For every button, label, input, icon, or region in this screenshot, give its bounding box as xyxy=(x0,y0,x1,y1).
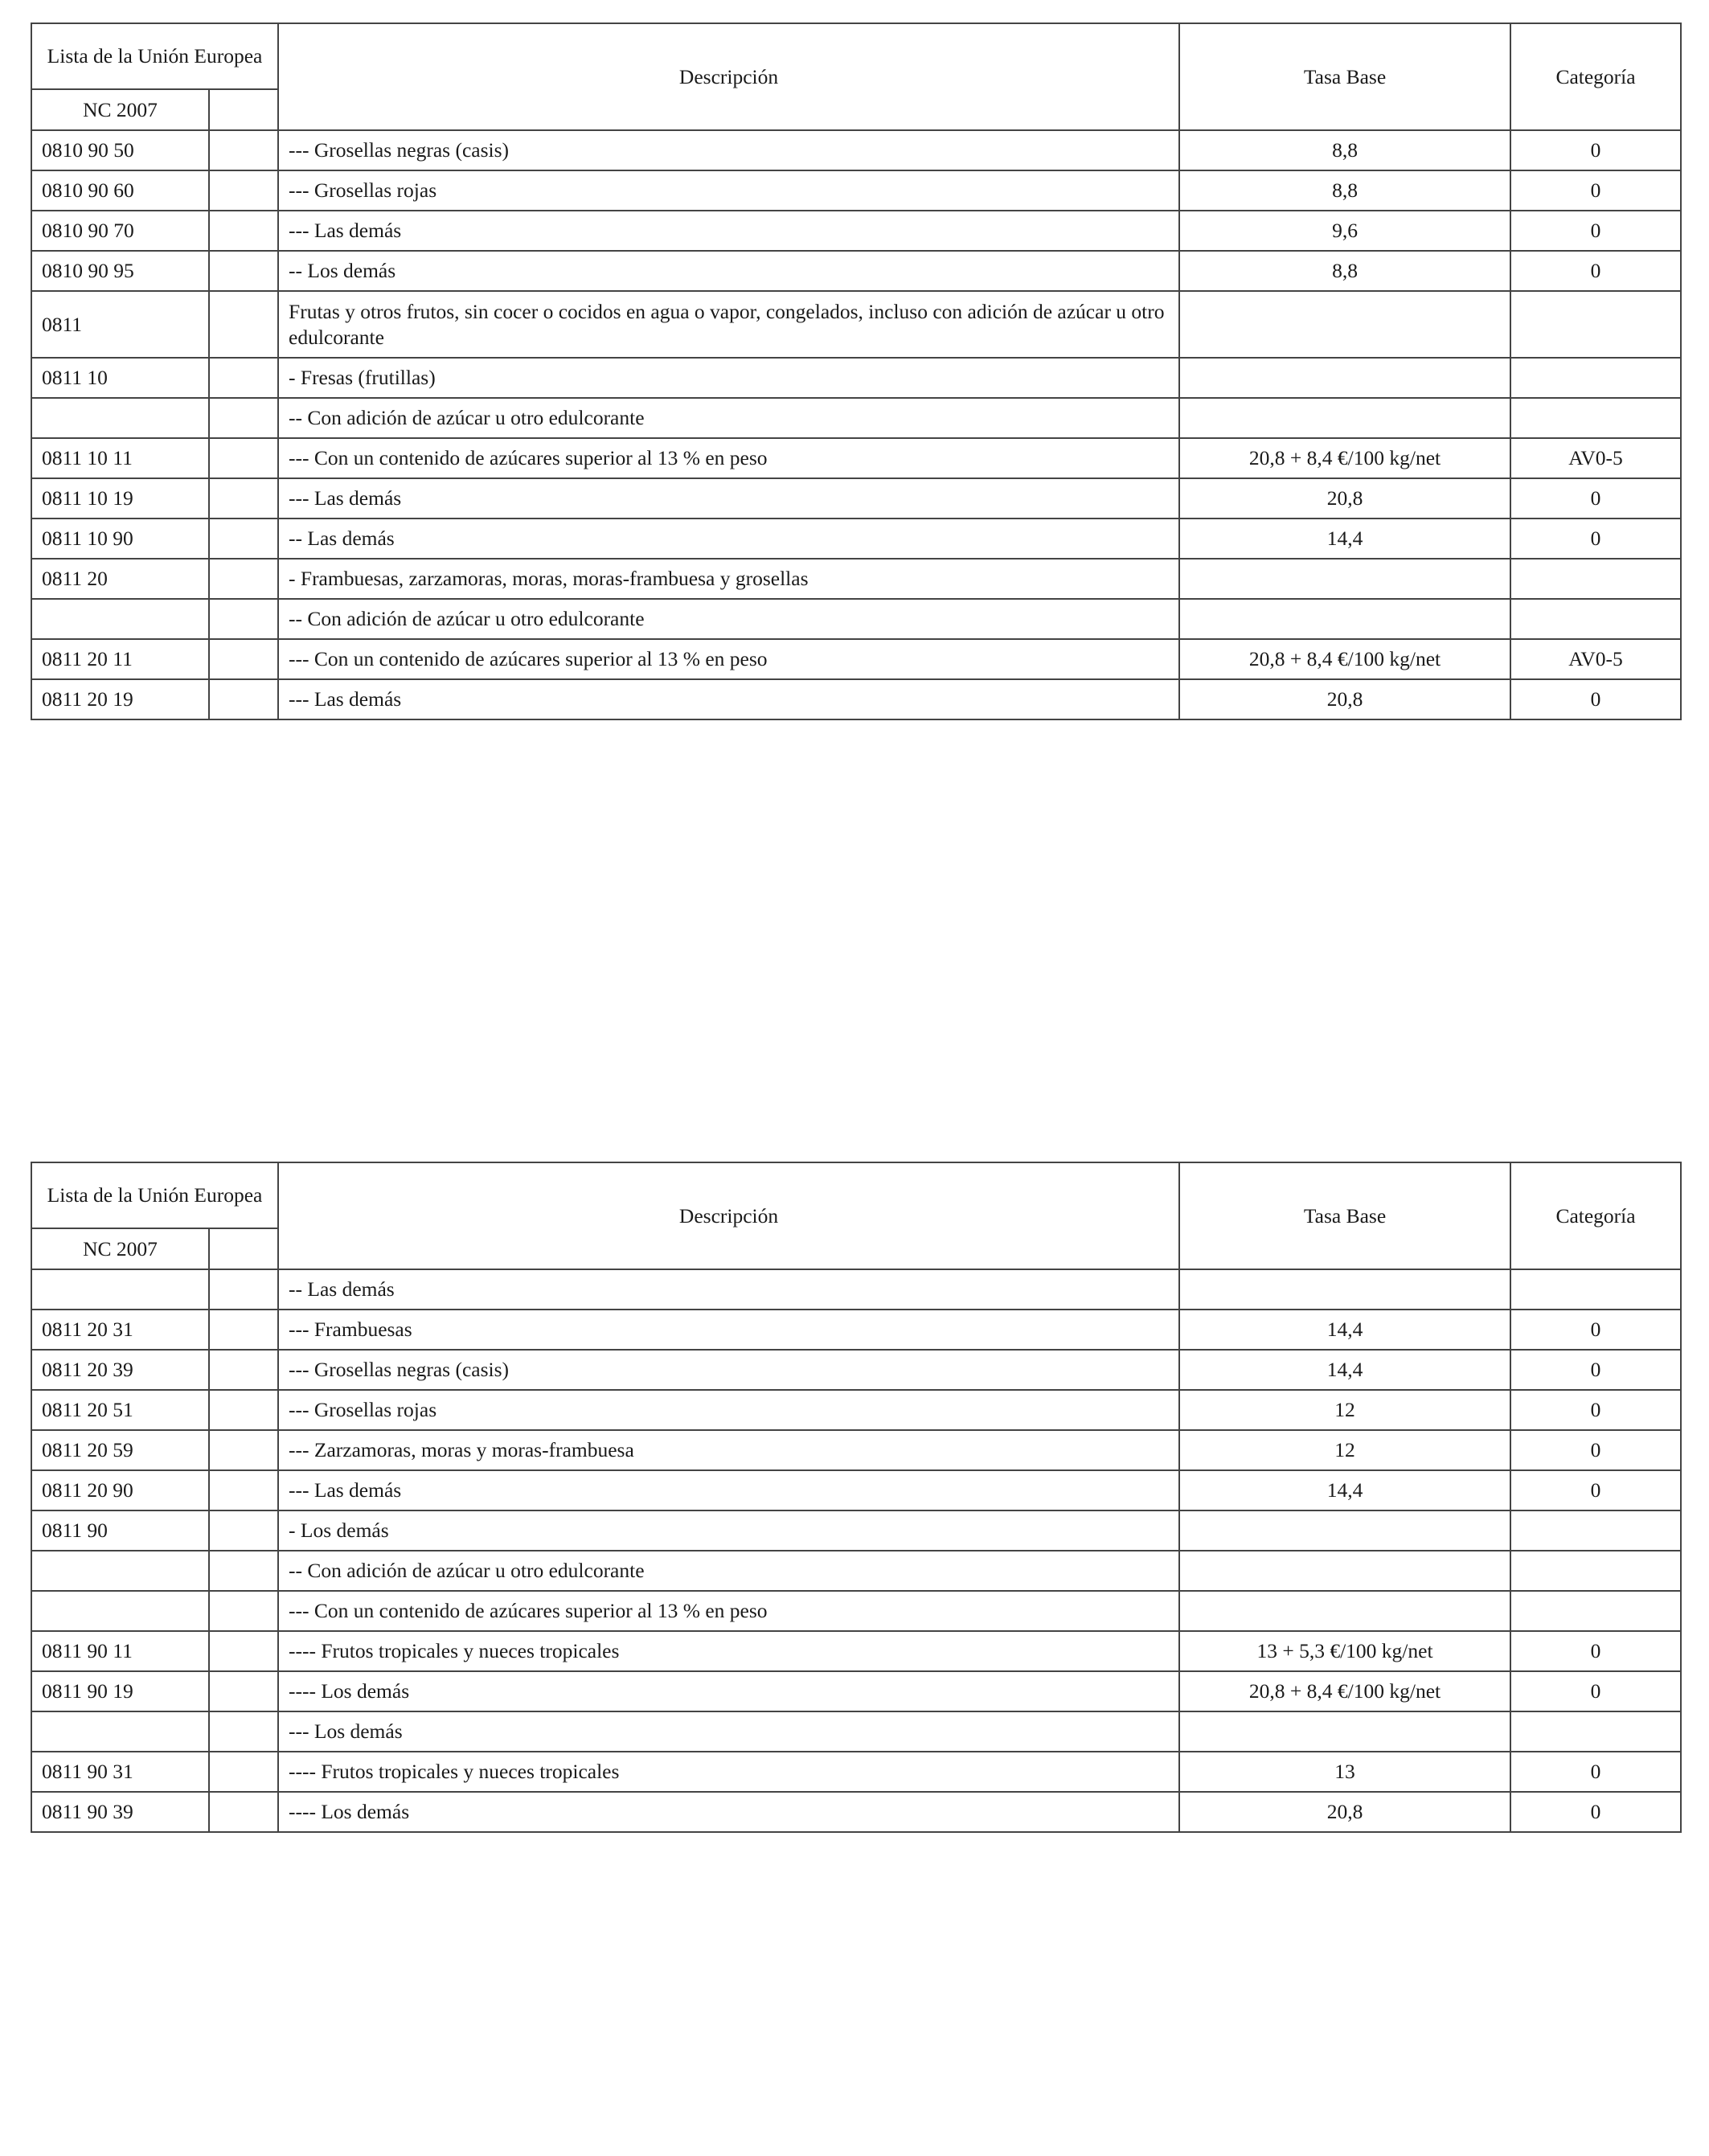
nc-code-cell: 0811 20 31 xyxy=(31,1310,209,1350)
empty-cell xyxy=(209,559,278,599)
category-cell: 0 xyxy=(1510,1470,1681,1510)
description-cell: - Frambuesas, zarzamoras, moras, moras-frambuesa y grosellas xyxy=(278,559,1179,599)
base-rate-cell xyxy=(1179,1551,1510,1591)
nc-code-cell: 0811 10 xyxy=(31,358,209,398)
base-rate-cell: 12 xyxy=(1179,1430,1510,1470)
base-rate-cell xyxy=(1179,1711,1510,1752)
description-cell: ---- Frutos tropicales y nueces tropicales xyxy=(278,1631,1179,1671)
tariff-table-1 xyxy=(31,23,1682,720)
nc-code-cell: 0810 90 70 xyxy=(31,211,209,251)
category-cell: 0 xyxy=(1510,251,1681,291)
base-rate-cell: 9,6 xyxy=(1179,211,1510,251)
table-row xyxy=(31,679,1681,719)
nc-code-cell: 0811 20 39 xyxy=(31,1350,209,1390)
category-cell: 0 xyxy=(1510,1671,1681,1711)
table-row xyxy=(31,1269,1681,1310)
category-cell xyxy=(1510,1510,1681,1551)
description-cell: --- Las demás xyxy=(278,1470,1179,1510)
empty-cell xyxy=(209,398,278,438)
category-cell xyxy=(1510,1269,1681,1310)
nc-code-cell: 0811 10 19 xyxy=(31,478,209,519)
empty-cell xyxy=(209,358,278,398)
header-description: Descripción xyxy=(278,23,1179,130)
description-cell: -- Las demás xyxy=(278,1269,1179,1310)
category-cell: 0 xyxy=(1510,1430,1681,1470)
empty-cell xyxy=(209,1470,278,1510)
base-rate-cell: 8,8 xyxy=(1179,130,1510,170)
nc-code-cell: 0811 20 19 xyxy=(31,679,209,719)
description-cell: --- Frambuesas xyxy=(278,1310,1179,1350)
table-row xyxy=(31,599,1681,639)
base-rate-cell: 20,8 + 8,4 €/100 kg/net xyxy=(1179,438,1510,478)
header-base-rate: Tasa Base xyxy=(1179,1162,1510,1269)
base-rate-cell: 20,8 + 8,4 €/100 kg/net xyxy=(1179,639,1510,679)
base-rate-cell: 12 xyxy=(1179,1390,1510,1430)
empty-cell xyxy=(209,1430,278,1470)
empty-cell xyxy=(209,679,278,719)
empty-cell xyxy=(209,211,278,251)
table-row xyxy=(31,1470,1681,1510)
description-cell: --- Los demás xyxy=(278,1711,1179,1752)
table-row xyxy=(31,1310,1681,1350)
empty-cell xyxy=(209,1671,278,1711)
base-rate-cell: 14,4 xyxy=(1179,1470,1510,1510)
nc-code-cell: 0811 20 51 xyxy=(31,1390,209,1430)
table-row xyxy=(31,398,1681,438)
nc-code-cell: 0811 90 xyxy=(31,1510,209,1551)
table-row xyxy=(31,1350,1681,1390)
nc-code-cell xyxy=(31,1711,209,1752)
nc-code-cell: 0811 20 90 xyxy=(31,1470,209,1510)
nc-code-cell: 0811 20 59 xyxy=(31,1430,209,1470)
header-row xyxy=(31,1162,1681,1228)
base-rate-cell xyxy=(1179,398,1510,438)
empty-cell xyxy=(209,519,278,559)
table-row xyxy=(31,1631,1681,1671)
base-rate-cell: 8,8 xyxy=(1179,251,1510,291)
empty-cell xyxy=(209,478,278,519)
header-category: Categoría xyxy=(1510,23,1681,130)
nc-code-cell: 0810 90 50 xyxy=(31,130,209,170)
category-cell: 0 xyxy=(1510,130,1681,170)
table-row xyxy=(31,1510,1681,1551)
base-rate-cell: 20,8 xyxy=(1179,679,1510,719)
empty-cell xyxy=(209,599,278,639)
header-category: Categoría xyxy=(1510,1162,1681,1269)
table-row xyxy=(31,1390,1681,1430)
header-list-label: Lista de la Unión Europea xyxy=(31,23,278,89)
tariff-table-body xyxy=(31,1162,1681,1832)
nc-code-cell: 0811 20 xyxy=(31,559,209,599)
empty-cell xyxy=(209,170,278,211)
empty-cell xyxy=(209,1792,278,1832)
nc-code-cell: 0811 xyxy=(31,291,209,358)
nc-code-cell xyxy=(31,1591,209,1631)
empty-cell xyxy=(209,1551,278,1591)
category-cell: 0 xyxy=(1510,211,1681,251)
base-rate-cell xyxy=(1179,599,1510,639)
description-cell: -- Con adición de azúcar u otro edulcorante xyxy=(278,398,1179,438)
empty-cell xyxy=(209,291,278,358)
table-row xyxy=(31,251,1681,291)
table-row xyxy=(31,1591,1681,1631)
description-cell: ---- Los demás xyxy=(278,1792,1179,1832)
header-row xyxy=(31,23,1681,89)
description-cell: --- Con un contenido de azúcares superior al 13 % en peso xyxy=(278,639,1179,679)
empty-cell xyxy=(209,1591,278,1631)
base-rate-cell xyxy=(1179,1269,1510,1310)
empty-cell xyxy=(209,1631,278,1671)
table-row xyxy=(31,130,1681,170)
table-row xyxy=(31,559,1681,599)
base-rate-cell xyxy=(1179,291,1510,358)
header-list-label: Lista de la Unión Europea xyxy=(31,1162,278,1228)
empty-cell xyxy=(209,438,278,478)
empty-cell xyxy=(209,1390,278,1430)
description-cell: --- Las demás xyxy=(278,478,1179,519)
description-cell: --- Grosellas negras (casis) xyxy=(278,130,1179,170)
category-cell xyxy=(1510,358,1681,398)
table-row xyxy=(31,170,1681,211)
description-cell: - Fresas (frutillas) xyxy=(278,358,1179,398)
nc-code-cell xyxy=(31,1551,209,1591)
description-cell: -- Las demás xyxy=(278,519,1179,559)
base-rate-cell: 14,4 xyxy=(1179,1310,1510,1350)
table-row xyxy=(31,1551,1681,1591)
description-cell: --- Con un contenido de azúcares superior al 13 % en peso xyxy=(278,438,1179,478)
base-rate-cell: 14,4 xyxy=(1179,519,1510,559)
description-cell: --- Zarzamoras, moras y moras-frambuesa xyxy=(278,1430,1179,1470)
empty-cell xyxy=(209,1310,278,1350)
table-row xyxy=(31,519,1681,559)
description-cell: --- Las demás xyxy=(278,679,1179,719)
nc-code-cell xyxy=(31,398,209,438)
nc-code-cell: 0811 90 11 xyxy=(31,1631,209,1671)
description-cell: -- Los demás xyxy=(278,251,1179,291)
base-rate-cell xyxy=(1179,1510,1510,1551)
nc-code-cell: 0811 90 39 xyxy=(31,1792,209,1832)
table-row xyxy=(31,358,1681,398)
header-description: Descripción xyxy=(278,1162,1179,1269)
empty-cell xyxy=(209,1510,278,1551)
description-cell: -- Con adición de azúcar u otro edulcorante xyxy=(278,599,1179,639)
description-cell: --- Grosellas rojas xyxy=(278,1390,1179,1430)
nc-code-cell: 0811 10 11 xyxy=(31,438,209,478)
category-cell xyxy=(1510,1591,1681,1631)
empty-cell xyxy=(209,130,278,170)
empty-cell xyxy=(209,639,278,679)
base-rate-cell: 13 + 5,3 €/100 kg/net xyxy=(1179,1631,1510,1671)
category-cell: 0 xyxy=(1510,170,1681,211)
table-row xyxy=(31,1792,1681,1832)
table-row xyxy=(31,1671,1681,1711)
category-cell: 0 xyxy=(1510,1390,1681,1430)
category-cell xyxy=(1510,291,1681,358)
base-rate-cell xyxy=(1179,358,1510,398)
category-cell: 0 xyxy=(1510,1631,1681,1671)
nc-code-cell: 0810 90 95 xyxy=(31,251,209,291)
base-rate-cell: 14,4 xyxy=(1179,1350,1510,1390)
header-empty-cell xyxy=(209,1228,278,1269)
description-cell: --- Grosellas rojas xyxy=(278,170,1179,211)
description-cell: Frutas y otros frutos, sin cocer o cocidos en agua o vapor, congelados, incluso con adición de azúcar u otro edulcorante xyxy=(278,291,1179,358)
category-cell: 0 xyxy=(1510,1350,1681,1390)
description-cell: --- Con un contenido de azúcares superior al 13 % en peso xyxy=(278,1591,1179,1631)
base-rate-cell xyxy=(1179,1591,1510,1631)
header-nc-label: NC 2007 xyxy=(31,1228,209,1269)
table-row xyxy=(31,478,1681,519)
category-cell: 0 xyxy=(1510,519,1681,559)
category-cell: 0 xyxy=(1510,478,1681,519)
category-cell: 0 xyxy=(1510,1310,1681,1350)
category-cell xyxy=(1510,1711,1681,1752)
empty-cell xyxy=(209,1269,278,1310)
category-cell xyxy=(1510,599,1681,639)
nc-code-cell xyxy=(31,1269,209,1310)
description-cell: -- Con adición de azúcar u otro edulcorante xyxy=(278,1551,1179,1591)
table-row xyxy=(31,639,1681,679)
table-row xyxy=(31,291,1681,358)
description-cell: ---- Frutos tropicales y nueces tropicales xyxy=(278,1752,1179,1792)
category-cell xyxy=(1510,559,1681,599)
table-row xyxy=(31,438,1681,478)
description-cell: --- Las demás xyxy=(278,211,1179,251)
category-cell xyxy=(1510,1551,1681,1591)
base-rate-cell: 13 xyxy=(1179,1752,1510,1792)
category-cell: 0 xyxy=(1510,679,1681,719)
base-rate-cell: 8,8 xyxy=(1179,170,1510,211)
base-rate-cell: 20,8 xyxy=(1179,478,1510,519)
table-row xyxy=(31,1430,1681,1470)
nc-code-cell: 0811 90 31 xyxy=(31,1752,209,1792)
description-cell: - Los demás xyxy=(278,1510,1179,1551)
table-row xyxy=(31,211,1681,251)
description-cell: --- Grosellas negras (casis) xyxy=(278,1350,1179,1390)
category-cell: 0 xyxy=(1510,1752,1681,1792)
empty-cell xyxy=(209,1752,278,1792)
base-rate-cell xyxy=(1179,559,1510,599)
description-cell: ---- Los demás xyxy=(278,1671,1179,1711)
nc-code-cell xyxy=(31,599,209,639)
empty-cell xyxy=(209,1711,278,1752)
nc-code-cell: 0811 20 11 xyxy=(31,639,209,679)
tariff-table-body xyxy=(31,23,1681,719)
empty-cell xyxy=(209,251,278,291)
table-row xyxy=(31,1752,1681,1792)
base-rate-cell: 20,8 + 8,4 €/100 kg/net xyxy=(1179,1671,1510,1711)
header-base-rate: Tasa Base xyxy=(1179,23,1510,130)
category-cell: AV0-5 xyxy=(1510,438,1681,478)
nc-code-cell: 0811 90 19 xyxy=(31,1671,209,1711)
nc-code-cell: 0810 90 60 xyxy=(31,170,209,211)
header-nc-label: NC 2007 xyxy=(31,89,209,130)
nc-code-cell: 0811 10 90 xyxy=(31,519,209,559)
tariff-table-2 xyxy=(31,1162,1682,1833)
category-cell: 0 xyxy=(1510,1792,1681,1832)
header-empty-cell xyxy=(209,89,278,130)
table-row xyxy=(31,1711,1681,1752)
category-cell: AV0-5 xyxy=(1510,639,1681,679)
category-cell xyxy=(1510,398,1681,438)
empty-cell xyxy=(209,1350,278,1390)
base-rate-cell: 20,8 xyxy=(1179,1792,1510,1832)
